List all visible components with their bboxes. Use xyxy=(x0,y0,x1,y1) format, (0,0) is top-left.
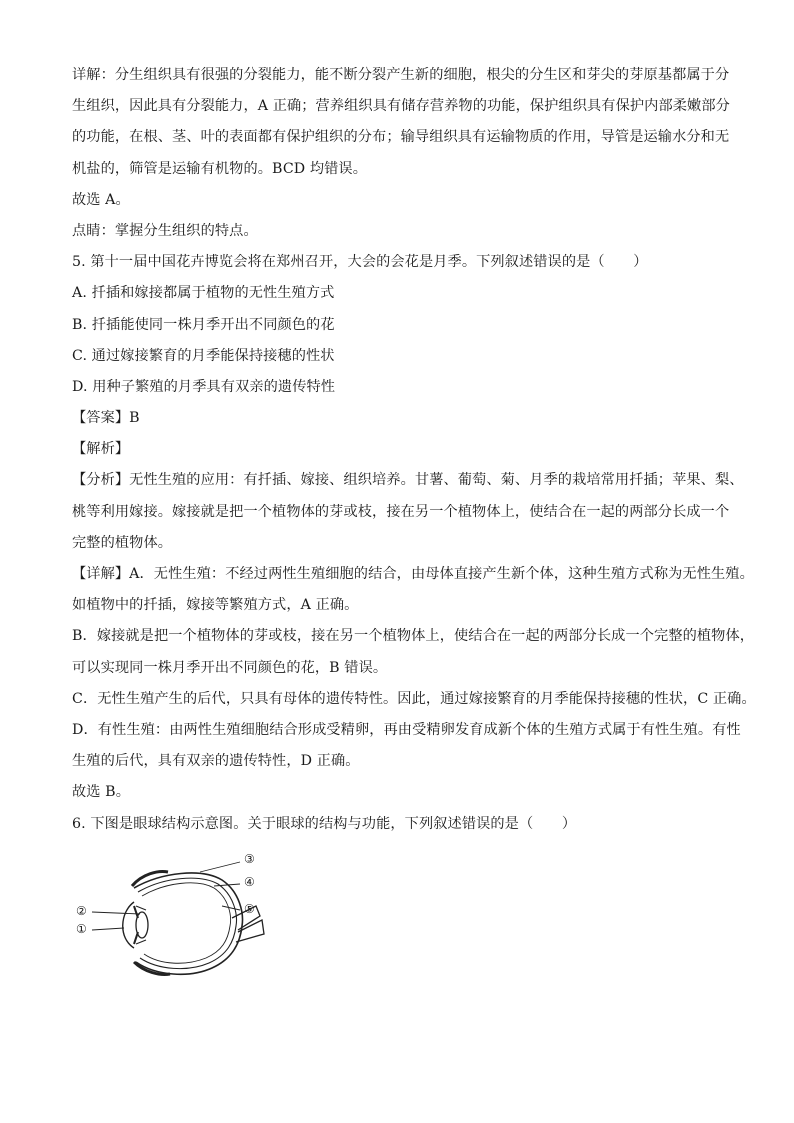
text-line: 完整的植物体。 xyxy=(72,534,173,551)
text-line: 可以实现同一株月季开出不同颜色的花，B 错误。 xyxy=(72,659,388,676)
text-line: 生殖的后代，具有双亲的遗传特性，D 正确。 xyxy=(72,753,360,770)
option-b: B. 扦插能使同一株月季开出不同颜色的花 xyxy=(72,316,335,333)
label-4: ④ xyxy=(244,874,255,889)
question-6-stem: 6. 下图是眼球结构示意图。关于眼球的结构与功能，下列叙述错误的是（ ） xyxy=(72,815,577,832)
text-line: 点睛：掌握分生组织的特点。 xyxy=(72,222,258,239)
analysis-label: 【解析】 xyxy=(72,441,130,458)
text-line: 如植物中的扦插，嫁接等繁殖方式，A 正确。 xyxy=(72,597,359,614)
text-line: 生组织，因此具有分裂能力，A 正确；营养组织具有储存营养物的功能，保护组织具有保护内部柔嫩部分 xyxy=(72,98,730,115)
text-line: 桃等利用嫁接。嫁接就是把一个植物体的芽或枝，接在另一个植物体上，使结合在一起的两部分长成一个 xyxy=(72,503,730,520)
text-line: 机盐的，筛管是运输有机物的。BCD 均错误。 xyxy=(72,160,368,177)
answer-label: 【答案】B xyxy=(72,410,140,427)
option-a: A. 扦插和嫁接都属于植物的无性生殖方式 xyxy=(72,285,335,302)
question-5-stem: 5. 第十一届中国花卉博览会将在郑州召开，大会的会花是月季。下列叙述错误的是（ ） xyxy=(72,254,648,271)
text-line: C．无性生殖产生的后代，只具有母体的遗传特性。因此，通过嫁接繁育的月季能保持接穗的性状，C 正确。 xyxy=(72,690,756,707)
eyeball-drawing xyxy=(72,844,302,994)
label-1: ① xyxy=(76,921,87,936)
text-line: 故选 B。 xyxy=(72,784,130,801)
option-c: C. 通过嫁接繁育的月季能保持接穗的性状 xyxy=(72,347,335,364)
option-d: D. 用种子繁殖的月季具有双亲的遗传特性 xyxy=(72,378,336,395)
text-line: 详解：分生组织具有很强的分裂能力，能不断分裂产生新的细胞，根尖的分生区和芽尖的芽原基都属于分 xyxy=(72,67,730,83)
text-line: D．有性生殖：由两性生殖细胞结合形成受精卵，再由受精卵发育成新个体的生殖方式属于有性生殖。有性 xyxy=(72,721,741,738)
text-line: 【详解】A．无性生殖：不经过两性生殖细胞的结合，由母体直接产生新个体，这种生殖方式称为无性生殖。 xyxy=(72,566,754,582)
text-line: 故选 A。 xyxy=(72,191,130,208)
label-2: ② xyxy=(76,903,87,918)
label-3: ③ xyxy=(244,851,255,866)
text-line: B．嫁接就是把一个植物体的芽或枝，接在另一个植物体上，使结合在一起的两部分长成一个完整的植物体， xyxy=(72,628,755,645)
label-5: ⑤ xyxy=(244,901,255,916)
text-line: 【分析】无性生殖的应用：有扦插、嫁接、组织培养。甘薯、葡萄、菊、月季的栽培常用扦插；苹果、梨、 xyxy=(72,472,744,489)
eyeball-diagram xyxy=(72,844,302,994)
text-line: 的功能，在根、茎、叶的表面都有保护组织的分布；输导组织具有运输物质的作用，导管是运输水分和无 xyxy=(72,129,730,146)
document-page xyxy=(72,60,756,994)
